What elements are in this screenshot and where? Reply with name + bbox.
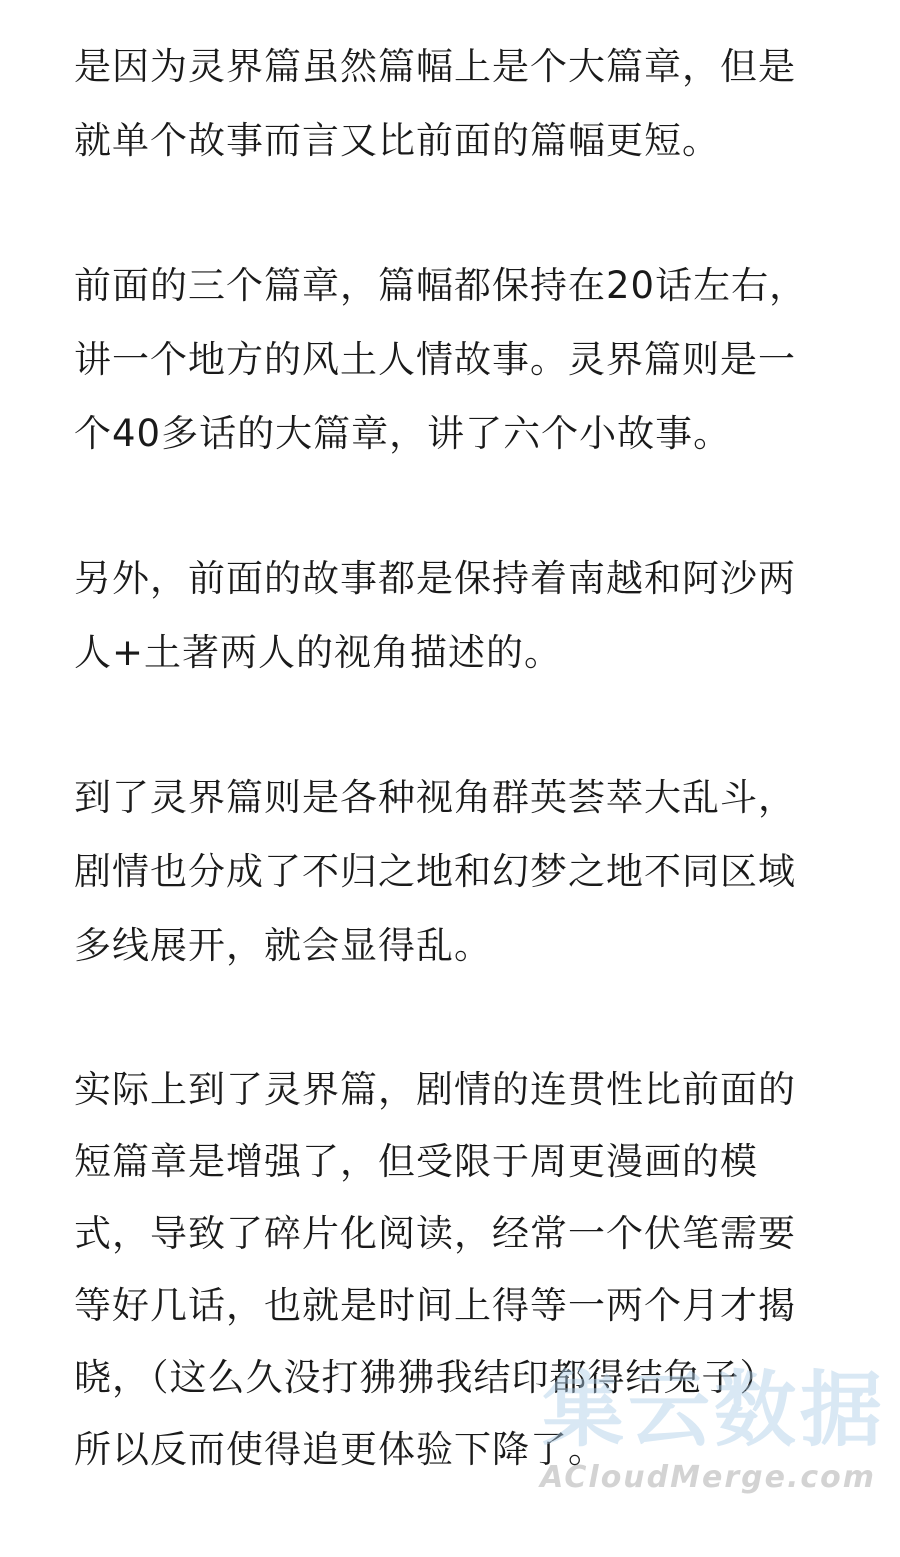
text-line: 前面的三个篇章，篇幅都保持在20话左右， bbox=[74, 264, 808, 307]
paragraph bbox=[74, 542, 854, 690]
text-line: 剧情也分成了不归之地和幻梦之地不同区域 bbox=[74, 850, 796, 893]
text-line: 人+土著两人的视角描述的。 bbox=[74, 631, 563, 674]
text-line: 到了灵界篇则是各种视角群英荟萃大乱斗， bbox=[74, 776, 796, 819]
text-line: 等好几话，也就是时间上得等一两个月才揭 bbox=[74, 1284, 796, 1327]
text-line: 短篇章是增强了，但受限于周更漫画的模 bbox=[74, 1140, 758, 1183]
text-line: 晓，（这么久没打狒狒我结印都得结兔子） bbox=[74, 1356, 778, 1399]
watermark-english: ACloudMerge.com bbox=[540, 1460, 876, 1495]
text-line: 讲一个地方的风土人情故事。灵界篇则是一 bbox=[74, 338, 796, 381]
paragraph bbox=[74, 249, 854, 471]
paragraph bbox=[74, 30, 854, 178]
paragraph bbox=[74, 1054, 854, 1486]
watermark-chinese: 集云数据 bbox=[541, 1363, 886, 1458]
text-line: 是因为灵界篇虽然篇幅上是个大篇章，但是 bbox=[74, 45, 796, 88]
text-line: 多线展开，就会显得乱。 bbox=[74, 924, 492, 967]
paragraph bbox=[74, 761, 854, 983]
text-line: 式，导致了碎片化阅读，经常一个伏笔需要 bbox=[74, 1212, 796, 1255]
article-body bbox=[74, 30, 854, 1557]
text-line: 另外，前面的故事都是保持着南越和阿沙两 bbox=[74, 557, 796, 600]
text-line: 就单个故事而言又比前面的篇幅更短。 bbox=[74, 119, 720, 162]
text-line: 实际上到了灵界篇，剧情的连贯性比前面的 bbox=[74, 1068, 796, 1111]
text-line: 所以反而使得追更体验下降了。 bbox=[74, 1428, 606, 1471]
text-line: 个40多话的大篇章，讲了六个小故事。 bbox=[74, 412, 732, 455]
